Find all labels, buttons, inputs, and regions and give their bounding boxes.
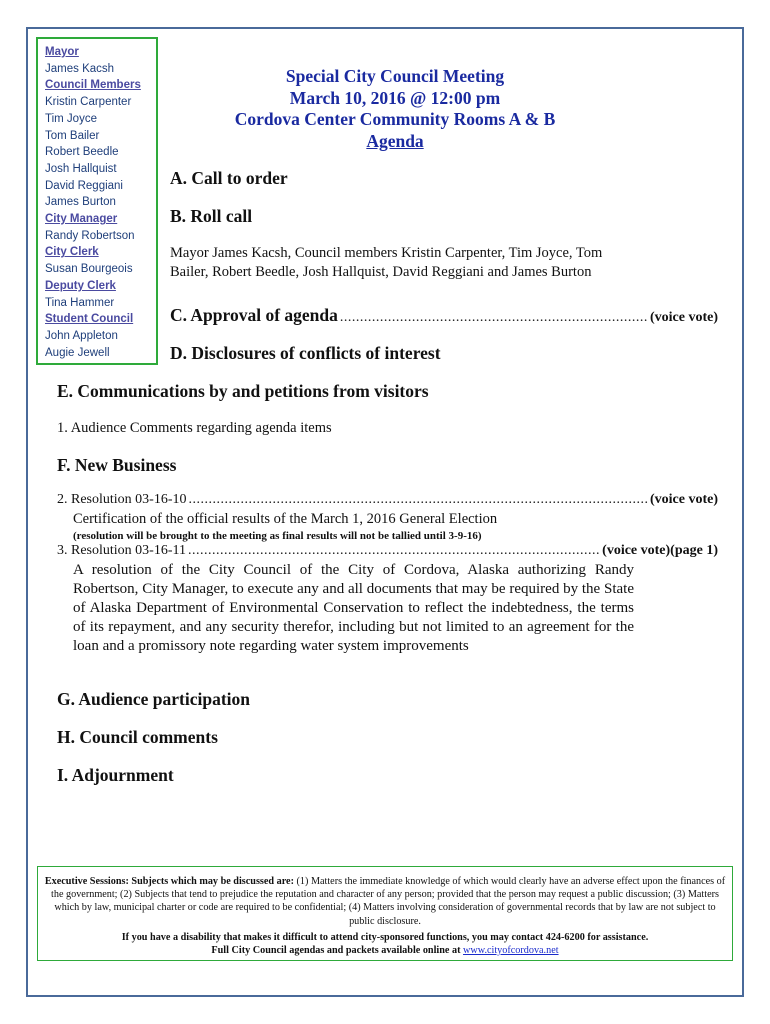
roster-name: Susan Bourgeois [45,263,133,276]
section-new-business: F. New Business [57,455,177,475]
audience-comments-item: 1. Audience Comments regarding agenda items [57,420,332,436]
website-link[interactable]: www.cityofcordova.net [463,945,559,957]
roster-heading: City Manager [45,213,118,226]
section-call-to-order: A. Call to order [170,168,288,188]
meeting-location: Cordova Center Community Rooms A & B [234,109,556,129]
resolution-03-16-10-note: (resolution will be brought to the meeting as final results will not be tallied until 3-9-16) [73,530,482,542]
resolution-03-16-10-description: Certification of the official results of the March 1, 2016 General Election [73,511,498,527]
online-text: Full City Council agendas and packets available online at [211,945,464,957]
resolution-03-16-10-label: 2. Resolution 03-16-10 [57,492,187,507]
resolution-03-16-10-vote: (voice vote) [649,492,718,507]
roster-name: Kristin Carpenter [45,96,132,109]
approval-vote-type: (voice vote) [649,310,718,325]
roster-heading: Student Council [45,313,134,326]
roster-name: Tim Joyce [45,112,97,125]
leader-dots [188,543,600,559]
section-council-comments: H. Council comments [57,727,218,747]
executive-sessions-text [44,875,726,928]
roster-name: Josh Hallquist [45,162,117,175]
roll-call-text: Mayor James Kacsh, Council members Kristin Carpenter, Tim Joyce, Tom Bailer, Robert Beedle, Josh Hallquist, David Reggiani and James Burton [170,245,603,280]
executive-sessions-label: Executive Sessions: Subjects which may be discussed are: [44,876,294,887]
roster-name: Tina Hammer [45,296,115,309]
disability-text: If you have a disability that makes it difficult to attend city-sponsored functions, you may contact 424-6200 for assistance. [121,931,649,943]
roster-heading: Mayor [45,46,79,58]
roster-name: John Appleton [45,329,118,342]
roster-name: David Reggiani [45,179,123,192]
resolution-03-16-10 [57,492,718,508]
council-roster [36,37,158,365]
resolution-03-16-11-vote: (voice vote)(page 1) [602,543,718,558]
disability-notice [44,931,726,944]
roster-name: Randy Robertson [45,229,135,242]
agenda-heading: Agenda [366,130,424,151]
meeting-datetime: March 10, 2016 @ 12:00 pm [289,87,501,108]
approval-of-agenda-label: C. Approval of agenda [170,305,338,325]
roster-name: Tom Bailer [45,129,100,142]
roster-heading: Council Members [45,79,141,92]
meeting-title: Special City Council Meeting [285,66,505,86]
section-disclosures: D. Disclosures of conflicts of interest [170,343,441,363]
resolution-03-16-11 [57,543,718,559]
resolution-03-16-11-label: 3. Resolution 03-16-11 [57,543,186,558]
meeting-header [200,66,590,152]
roster-name: Robert Beedle [45,146,119,159]
roster-heading: City Clerk [45,246,99,259]
leader-dots [189,492,648,508]
roster-heading: Deputy Clerk [45,279,116,292]
resolution-03-16-11-description: A resolution of the City Council of the City of Cordova, Alaska authorizing Randy Robertson, City Manager, to execute any and all documents that may be required by the State of Alaska Department of Environmental Conservation to reflect the indebtedness, the terms of its repayment, and any security therefor, including but not limited to an agreement for the loan and a promissory note regarding water system improvements [73,562,634,654]
online-notice [44,944,726,957]
section-audience-participation: G. Audience participation [57,689,250,709]
roster-name: James Burton [45,196,116,209]
section-adjournment: I. Adjournment [57,765,174,785]
leader-dots [340,310,648,326]
footer-notice [37,866,733,961]
roster-name: Augie Jewell [45,346,110,359]
section-roll-call: B. Roll call [170,206,253,226]
roster-name: James Kacsh [45,62,115,75]
executive-sessions-body: (1) Matters the immediate knowledge of which would clearly have an adverse effect upon the finances of the government; (2) Subjects that tend to prejudice the reputation and character of any person; provided that the person may request a public discussion; (3) Matters which by law, municipal charter or code are required to be confidential; (4) Matters involving consideration of governmental records that by law are not subject to public disclosure. [51,876,726,927]
section-communications: E. Communications by and petitions from visitors [57,381,429,401]
section-approval-of-agenda [170,305,718,326]
